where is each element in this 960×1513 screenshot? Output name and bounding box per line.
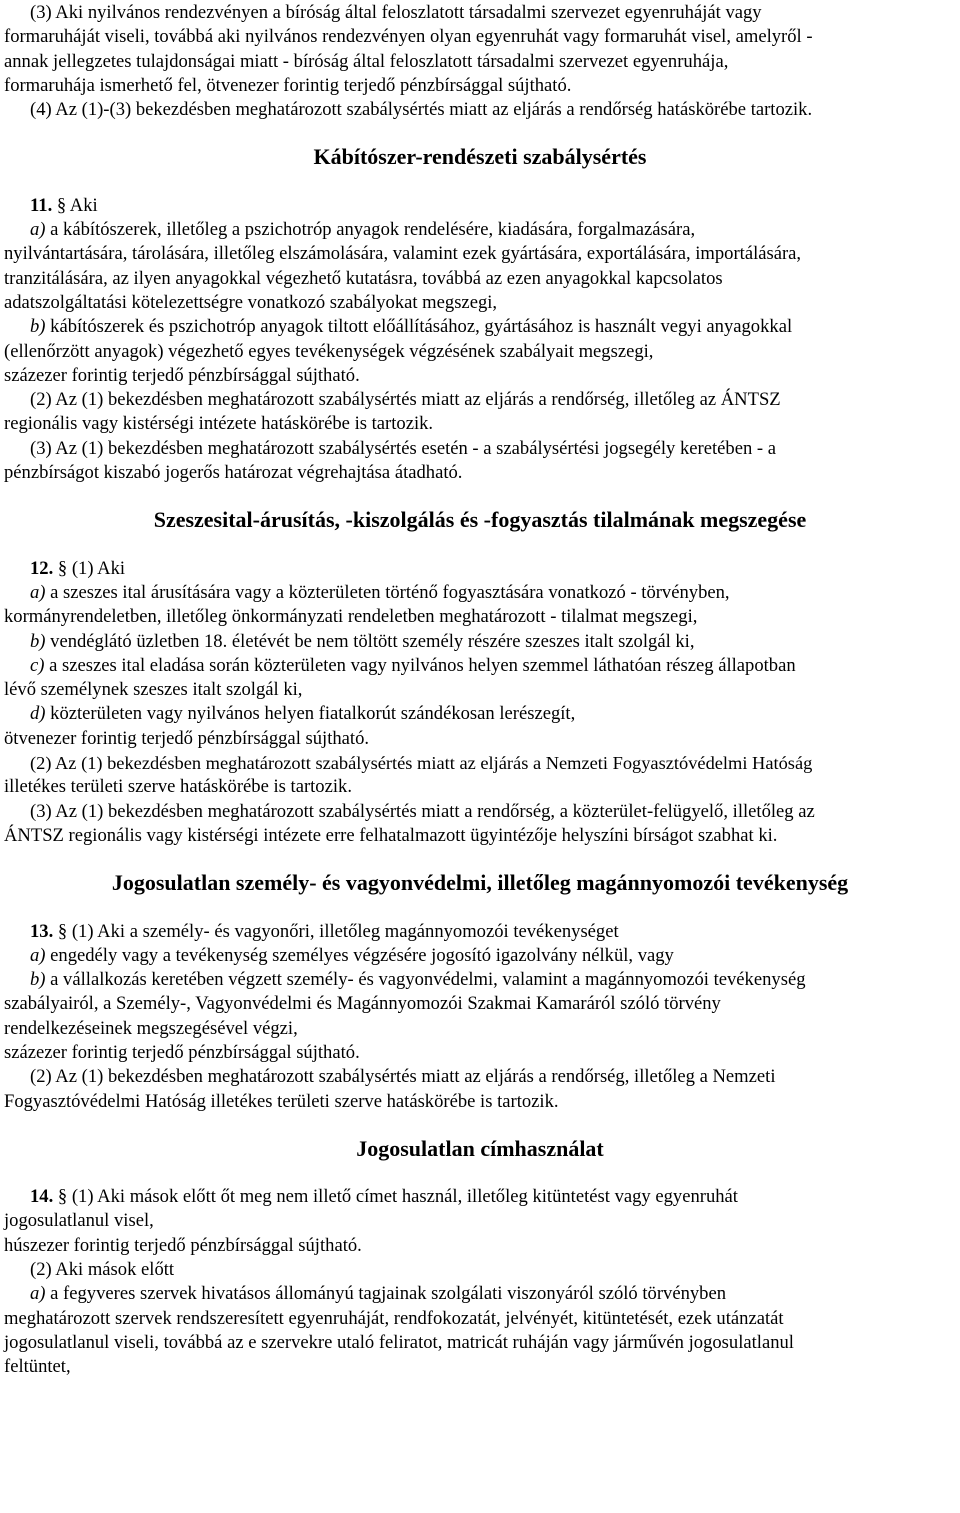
section-14-title: 14. § (1) Aki mások előtt őt meg nem illető címet használ, illetőleg kitüntetést vagy egyenruhát: [30, 1186, 738, 1208]
paragraph-11-2: (2) Az (1) bekezdésben meghatározott szabálysértés miatt az eljárás a rendőrség, illetőleg az ÁNTSZ regionális vagy kistérségi intézete hatáskörébe is tartozik.: [4, 389, 781, 435]
section-14-fine: húszezer forintig terjedő pénzbírsággal sújtható.: [4, 1234, 362, 1256]
heading-cimhasznalat: Jogosulatlan címhasználat: [356, 1135, 604, 1161]
section-12-a: a) a szeszes ital árusítására vagy a közterületen történő fogyasztására vonatkozó - törvényben, kormányrendeletben, illetőleg önkormányzati rendeletben meghatározott - tilalmat megszegi,: [4, 581, 730, 628]
paragraph-12-2: (2) Az (1) bekezdésben meghatározott szabálysértés miatt az eljárás a Nemzeti Fogyasztóvédelmi Hatóság illetékes területi szerve hatáskörébe is tartozik.: [4, 753, 813, 798]
paragraph-10-3: (3) Aki nyilvános rendezvényen a bíróság által feloszlatott társadalmi szervezet egyenruháját vagy formaruháját viseli, továbbá aki nyilvános rendezvényen olyan egyenruhát vagy formaruhát visel, amelyről - annak jellegzetes tulajdonságai miatt - bíróság által feloszlatott társadalmi szervezet egyenruhája, formaruhája ismerhető fel, ötvenezer forintig terjedő pénzbírsággal sújtható.: [4, 2, 813, 96]
section-14-line2: jogosulatlanul visel,: [4, 1210, 154, 1232]
section-12-title: 12. § (1) Aki: [30, 557, 126, 579]
paragraph-10-4: (4) Az (1)-(3) bekezdésben meghatározott szabálysértés miatt az eljárás a rendőrség hatáskörébe tartozik.: [30, 99, 813, 121]
paragraph-11-3: (3) Az (1) bekezdésben meghatározott szabálysértés esetén - a szabálysértési jogsegély keretében - a pénzbírságot kiszabó jogerős határozat végrehajtása átadható.: [4, 437, 776, 484]
paragraph-13-2: (2) Az (1) bekezdésben meghatározott szabálysértés miatt az eljárás a rendőrség, illetőleg a Nemzeti Fogyasztóvédelmi Hatóság illetékes területi szerve hatáskörébe is tartozik.: [4, 1066, 776, 1112]
section-13-b: b) a vállalkozás keretében végzett személy- és vagyonvédelmi, valamint a magánnyomozói tevékenység szabályairól, a Személy-, Vagyonvédelmi és Magánnyomozói Szakmai Kamaráról szóló törvény rendelkezéseinek megszegésével végzi,: [4, 969, 806, 1039]
heading-jogosulatlan-vedelmi: Jogosulatlan személy- és vagyonvédelmi, illetőleg magánnyomozói tevékenység: [111, 870, 849, 896]
heading-kabitoszer: Kábítószer-rendészeti szabálysértés: [313, 144, 647, 170]
section-12-d: d) közterületen vagy nyilvános helyen fiatalkorút szándékosan lerészegít,: [30, 703, 576, 725]
section-11-a: a) a kábítószerek, illetőleg a pszichotróp anyagok rendelésére, kiadására, forgalmazására, nyilvántartására, tárolására, illetőleg elszámolására, valamint ezek gyártására, exportálására, importálására, tranzitálására, az ilyen anyagokkal végezhető kutatásra, továbbá az ezen anyagokkal kapcsolatos adatszolgáltatási kötelezettségre vonatkozó szabályokat megszegi,: [4, 219, 802, 313]
section-11-fine: százezer forintig terjedő pénzbírsággal sújtható.: [4, 364, 360, 386]
paragraph-12-3: (3) Az (1) bekezdésben meghatározott szabálysértés miatt a rendőrség, a közterület-felügyelő, illetőleg az ÁNTSZ regionális vagy kistérségi intézete erre felhatalmazott ügyintézője helyszíni bírságot szabhat ki.: [4, 800, 815, 846]
section-13-a: a) engedély vagy a tevékenység személyes végzésére jogosító igazolvány nélkül, vagy: [30, 944, 674, 966]
paragraph-14-2: (2) Aki mások előtt: [30, 1259, 175, 1281]
section-13-fine: százezer forintig terjedő pénzbírsággal sújtható.: [4, 1041, 360, 1063]
section-12-c: c) a szeszes ital eladása során közterületen vagy nyilvános helyen szemmel láthatóan részeg állapotban lévő személynek szeszes italt szolgál ki,: [4, 654, 796, 701]
section-11-b: b) kábítószerek és pszichotróp anyagok tiltott előállításához, gyártásához is használt vegyi anyagokkal (ellenőrzött anyagok) végezhető egyes tevékenységek végzésének szabályait megszegi,: [4, 316, 793, 362]
section-12-b: b) vendéglátó üzletben 18. életévét be nem töltött személy részére szeszes italt szolgál ki,: [30, 630, 695, 652]
section-12-fine: ötvenezer forintig terjedő pénzbírsággal sújtható.: [4, 727, 370, 749]
heading-szeszesital: Szeszesital-árusítás, -kiszolgálás és -fogyasztás tilalmának megszegése: [153, 507, 807, 533]
section-11-title: 11. § Aki: [30, 194, 98, 216]
section-13-title: 13. § (1) Aki a személy- és vagyonőri, illetőleg magánnyomozói tevékenységet: [30, 920, 619, 942]
section-14-a: a) a fegyveres szervek hivatásos állományú tagjainak szolgálati viszonyáról szóló törvényben meghatározott szervek rendszeresített egyenruháját, rendfokozatát, jelvényét, kitüntetését, ezek utánzatát jogosulatlanul viseli, továbbá az e szervekre utaló feliratot, matricát ruháján vagy járművén jogosulatlanul feltüntet,: [4, 1283, 794, 1378]
